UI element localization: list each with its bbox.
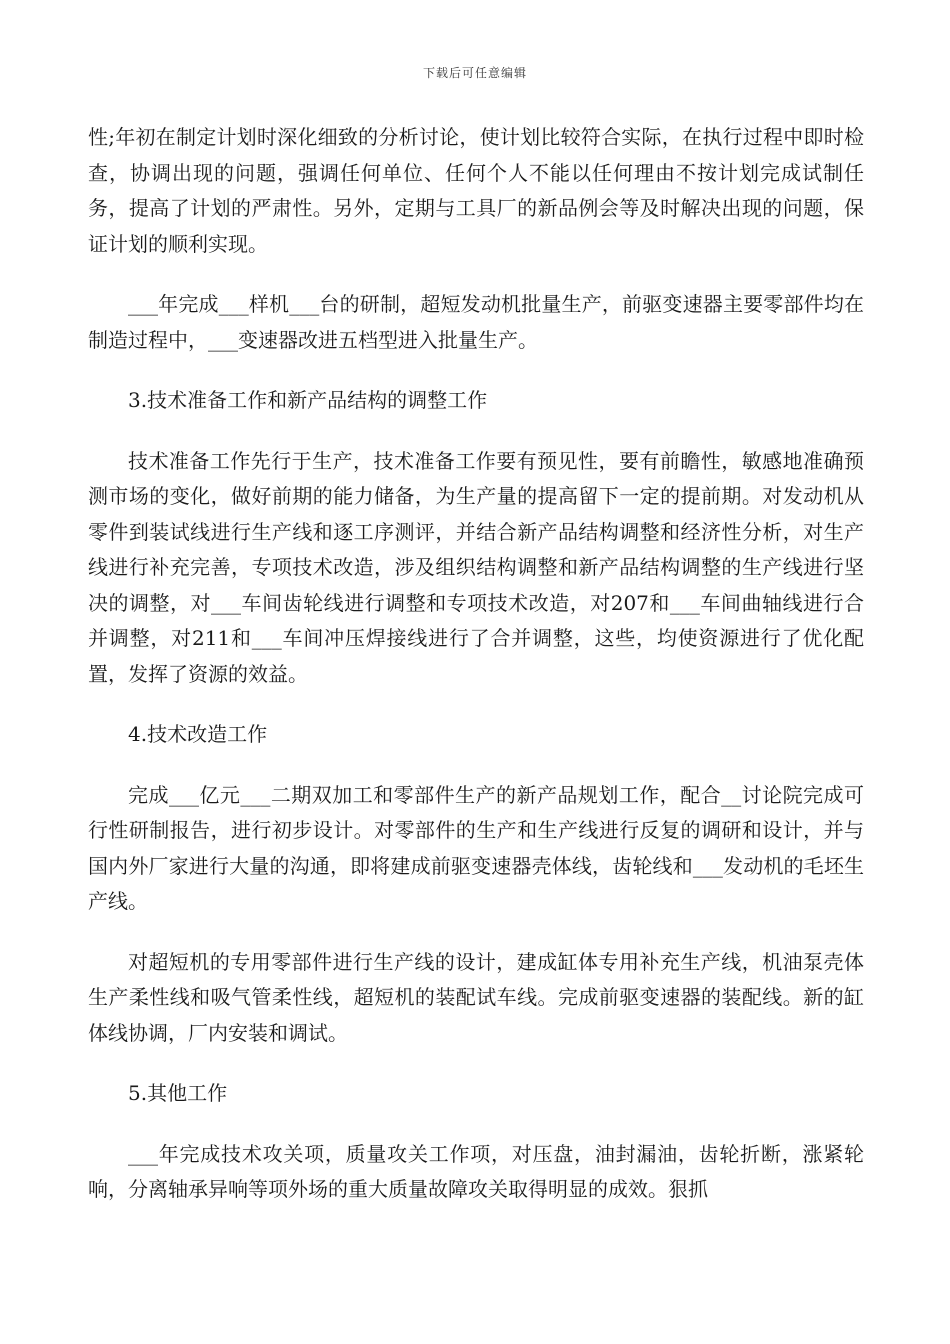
paragraph-6: ___年完成技术攻关项，质量攻关工作项，对压盘，油封漏油，齿轮折断，涨紧轮响，分离轴承异响等项外场的重大质量故障攻关取得明显的成效。狠抓 [88, 1141, 864, 1201]
document-body [88, 120, 864, 1233]
section-heading-5: 5.其他工作 [128, 1081, 228, 1105]
paragraph-1: 性;年初在制定计划时深化细致的分析讨论，使计划比较符合实际，在执行过程中即时检查，协调出现的问题，强调任何单位、任何个人不能以任何理由不按计划完成试制任务，提高了计划的严肃性。另外，定期与工具厂的新品例会等及时解决出现的问题，保证计划的顺利实现。 [88, 125, 864, 256]
paragraph-4: 完成___亿元___二期双加工和零部件生产的新产品规划工作，配合__讨论院完成可行性研制报告，进行初步设计。对零部件的生产和生产线进行反复的调研和设计，并与国内外厂家进行大量的沟通，即将建成前驱变速器壳体线，齿轮线和___发动机的毛坯生产线。 [88, 782, 864, 913]
paragraph-2: ___年完成___样机___台的研制，超短发动机批量生产，前驱变速器主要零部件均在制造过程中，___变速器改进五档型进入批量生产。 [88, 292, 864, 352]
page-header: 下载后可任意编辑 [422, 66, 527, 80]
paragraph-5: 对超短机的专用零部件进行生产线的设计，建成缸体专用补充生产线，机油泵壳体生产柔性线和吸气管柔性线，超短机的装配试车线。完成前驱变速器的装配线。新的缸体线协调，厂内安装和调试。 [88, 949, 864, 1045]
section-heading-4: 4.技术改造工作 [128, 722, 268, 746]
section-heading-3: 3.技术准备工作和新产品结构的调整工作 [128, 388, 488, 412]
paragraph-3: 技术准备工作先行于生产，技术准备工作要有预见性，要有前瞻性，敏感地准确预测市场的变化，做好前期的能力储备，为生产量的提高留下一定的提前期。对发动机从零件到装试线进行生产线和逐工序测评，并结合新产品结构调整和经济性分析，对生产线进行补充完善，专项技术改造，涉及组织结构调整和新产品结构调整的生产线进行坚决的调整，对___车间齿轮线进行调整和专项技术改造，对207和___车间曲轴线进行合并调整，对211和___车间冲压焊接线进行了合并调整，这些，均使资源进行了优化配置，发挥了资源的效益。 [88, 448, 864, 686]
